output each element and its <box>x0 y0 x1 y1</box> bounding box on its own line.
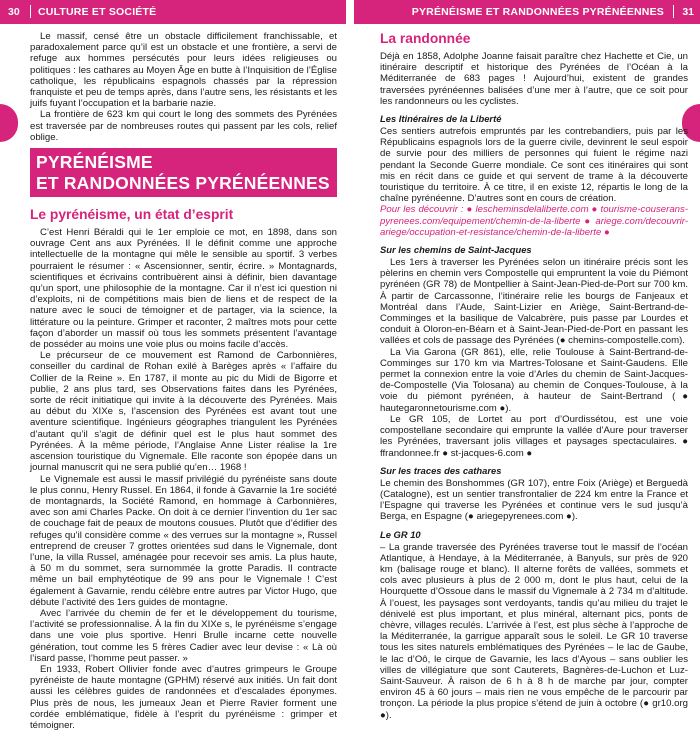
section-title-block <box>30 148 337 197</box>
section-title-line1: PYRÉNÉISME <box>36 152 153 173</box>
body-paragraph: Avec l’arrivée du chemin de fer et le développement du tourisme, l’activité se professionnalise. À la fin du XIXe s, le pyrénéisme s’engage dans une voie plus sportive. Henri Brulle incarne cette nouvelle génération, tout comme les 5 frères Cadier avec leur devise : « Là où l’isard passe, l’homme peut passer. » <box>30 607 337 664</box>
cathares-heading: Sur les traces des cathares <box>380 464 502 476</box>
gr105-text: Le GR 105, de Lortet au port d’Ourdissétou, est une voie compostellane secondaire qui emprunte la vallée d’Aure pour traverser les Pyrénées, traversant jolis villages et paysages spectaculaires. ● ffrandonnee.fr ● st-jacques-6.com ● <box>380 413 688 459</box>
saint-jacques-text: Les 1ers à traverser les Pyrénées selon un itinéraire précis sont les pèlerins en chemin vers Compostelle qui empruntent la voie du Piémont pyrénéen (GR 78) de Montpellier à Saint-Jean-Pied-de-Port sur 700 km. À partir de Carcassonne, l’itinéraire relie les bourgs de Fanjeaux et Montréal dans l’Aude, Saint-Lizier en Ariège, Saint-Bertrand-de-Comminges et la basilique de Valcabrère, puis passe par Lourdes et conduit à Oloron-en-Béarn et à Saint-Jean-Pied-de-Port en passant les vallées et cols de passage des Pyrénées (● chemins-compostelle.com). <box>380 257 688 347</box>
gr10-heading: Le GR 10 <box>380 528 421 540</box>
saint-jacques-heading: Sur les chemins de Saint-Jacques <box>380 244 532 256</box>
body-paragraph: C’est Henri Béraldi qui le 1er emploie ce mot, en 1898, dans son ouvrage Cent ans aux Pyrénées. Il le définit comme une approche intellectuelle de la montagne qui mêle le sensible au sportif. 3 verbes pourraient le résumer : « Ascensionner, sentir, écrire. » Montagnards, scientifiques et écrivains contribuèrent ainsi à définir, bien davantage qu’un sport, une philosophie de la montagne. Car il n’est ici question ni d’exploits, ni de compétitions mais bien de liens et de respect de la nature avec le souci de témoigner et de partager, via la science, la littérature ou la peinture. Grimper et raconter, 2 maîtres mots pour cette façon d’aborder un massif où tous les sommets présentent l’avantage de posséder au moins une voie plus ou moins facile d’accès. <box>30 227 337 351</box>
right-page-header <box>354 0 700 24</box>
intro-paragraph: Le massif, censé être un obstacle difficilement franchissable, et paradoxalement parce qu’il est un obstacle et une frontière, a servi de refuge aux hommes persécutés pour leurs idées religieuses ou politiques : les cathares au Moyen Âge en butte à l’Inquisition de l’Église catholique, les républicains espagnols chassés par la répression franquiste et peu de temps après, dans l’autre sens, les résistants et les juifs fuyant l’occupation et la barbarie nazie. <box>30 31 337 110</box>
randonnee-intro: Déjà en 1858, Adolphe Joanne faisait paraître chez Hachette et Cie, un itinéraire descriptif et historique des Pyrénées de l’Océan à la Méditerranée de 683 pages ! Aujourd’hui, existent de grandes traversées pyrénéennes balisées d’une mer à l’autre, que ce soit pour les randonneurs ou les cyclistes. <box>380 51 688 107</box>
section-title-line2: ET RANDONNÉES PYRÉNÉENNES <box>36 173 330 194</box>
left-running-title: CULTURE ET SOCIÉTÉ <box>38 6 157 18</box>
liberte-links[interactable]: Pour les découvrir : ● lescheminsdelaliberte.com ● tourisme-couserans-pyrenees.com/equipement/chemin-de-la-liberte ● ariege.com/decouvrir-ariege/occupation-et-resistance/chemin-de-la-liberte ● <box>380 204 688 238</box>
left-page-column <box>30 31 337 731</box>
right-page-column <box>380 31 688 721</box>
gr10-text: – La grande traversée des Pyrénées traverse tout le massif de l’océan Atlantique, à Hendaye, à la Méditerranée, à Banyuls, sur près de 920 km (balisage rouge et blanc). Il alterne forêts de vallées, sommets et cols avec plusieurs à plus de 2 000 m, dont le plus haut, celui de la Hourquette d’Ossoue dans le massif du Vignemale à 2 734 m d’altitude. À l’ouest, les paysages sont verdoyants, tandis qu’au milieu du trajet le dénivelé est plus important, et plus minéral, alternant pics, ponts de chèvre, villages reculés. L’arrivée à l’est, est plus sèche à l’approche de la Méditerranée, la garrigue apparaît sous le soleil. Le GR 10 traverse tous les sites naturels emblématiques des Pyrénées – le lac de Gaube, le lac d’Oô, le cirque de Gavarnie, les lacs d’Ayous – sans oublier les villes de villégiature que sont Cauterets, Bagnères-de-Luchon et Luz-Saint-Sauveur. À raison de 6 h à 8 h de marche par jour, compter environ 45 à 60 jours – mais rien ne vous empêche de le parcourir par tronçon. La période la plus propice s’étend de juin à octobre (● gr10.org ●). <box>380 541 688 721</box>
body-paragraph: Le Vignemale est aussi le massif privilégié du pyrénéiste sans doute le plus connu, Henry Russel. En 1864, il fonde à Gavarnie la 1re société de montagnards, la Société Ramond, en hommage à Carbonnières, avec son ami Charles Packe. On doit à ce dernier l’invention du 1er sac de couchage fait de peaux de moutons cousues. Plutôt que d’édifier des refuges qu’il considère comme « des verrues sur la montagne », Russel entreprend de creuser 7 grottes orientées sud dans le Vignemale, dont l’une, la villa Russel, aménagée pour recevoir ses amis. La plus haute, à 50 m du sommet, sera surnommée la grotte Paradis. Il contracte même un bail emphytéotique de 99 ans pour le Vignemale ! C’est également à Gavarnie, rendu célèbre entre autres par Victor Hugo, que débute l’activité des 1ers guides de montagne. <box>30 473 337 608</box>
header-separator <box>30 5 31 18</box>
left-page-header <box>0 0 346 24</box>
randonnee-title: La randonnée <box>380 31 471 46</box>
cathares-text: Le chemin des Bonshommes (GR 107), entre Foix (Ariège) et Berguedà (Catalogne), est un sentier transfrontalier de 224 km entre la France et l’Espagne qui traverse les Pyrénées et continue vers le sud jusqu’à Berga, en Espagne (● ariegepyrenees.com ●). <box>380 477 688 523</box>
left-page-tab <box>0 104 18 142</box>
body-paragraph: Le précurseur de ce mouvement est Ramond de Carbonnières, conseiller du cardinal de Rohan exilé à Barèges après « l’affaire du Collier de la Reine ». En 1787, il monte au pic du Midi de Bigorre et publie, 2 ans plus tard, ses Observations faites dans les Pyrénées, sorte de récit initiatique qui invite à la découverte des Pyrénées. Mais au début du XIXe s, l’ascension des Pyrénées est avant tout une aventure scientifique. Ingénieurs géographes triangulent les Pyrénées d’autant qu’il s’agit de définir quel est le plus haut sommet des Pyrénées. À la même période, l’Anglaise Anne Lister réalise la 1re ascension touristique du Vignemale. Elle raconte son épopée dans un journal manuscrit qui ne sera publié qu’en… 1968 ! <box>30 350 337 474</box>
liberte-text: Ces sentiers autrefois empruntés par les contrebandiers, puis par les Républicains espagnols lors de la guerre civile, devinrent le seul espoir de survie pour des milliers de personnes qui fuient le régime nazi pendant la Seconde Guerre mondiale. Ce sont ces itinéraires qui sont mis en récit dans ce guide et qui servent de trame à la découverte touristique du territoire. À ce titre, il en existe 12, répartis le long de la chaîne pyrénéenne. D’autres sont en cours de création. <box>380 126 688 205</box>
via-garona-text: La Via Garona (GR 861), elle, relie Toulouse à Saint-Bertrand-de-Comminges sur 170 km via Martres-Tolosane et Saint-Gaudens. Elle permet la connexion entre la voie d’Arles du chemin de Saint-Jacques-de-Compostelle (Via Tolosana) au chemin de Conques-Toulouse, à la voie du piémont pyrénéen, à hauteur de Saint-Bertrand (● hautegaronnetourisme.com ●). <box>380 346 688 414</box>
right-running-title: PYRÉNÉISME ET RANDONNÉES PYRÉNÉENNES <box>411 6 664 18</box>
section-subtitle: Le pyrénéisme, un état d’esprit <box>30 207 234 223</box>
header-separator <box>673 5 674 18</box>
right-page-number: 31 <box>682 6 694 18</box>
liberte-heading: Les Itinéraires de la Liberté <box>380 113 502 125</box>
body-paragraph: En 1933, Robert Ollivier fonde avec d’autres grimpeurs le Groupe pyrénéiste de haute montagne (GPHM) réservé aux initiés. Un fait dont aussi les célèbres guides de randonnées et d’escalades éponymes. Plus près de nous, les jumeaux Jean et Pierre Ravier forment une cordée emblématique, fidèle à l’esprit du pyrénéisme : grimper et témoigner. <box>30 663 337 731</box>
left-page-number: 30 <box>8 6 20 18</box>
frontier-paragraph: La frontière de 623 km qui court le long des sommets des Pyrénées est traversée par de nombreuses routes qui passent par les cols, relief oblige. <box>30 109 337 143</box>
